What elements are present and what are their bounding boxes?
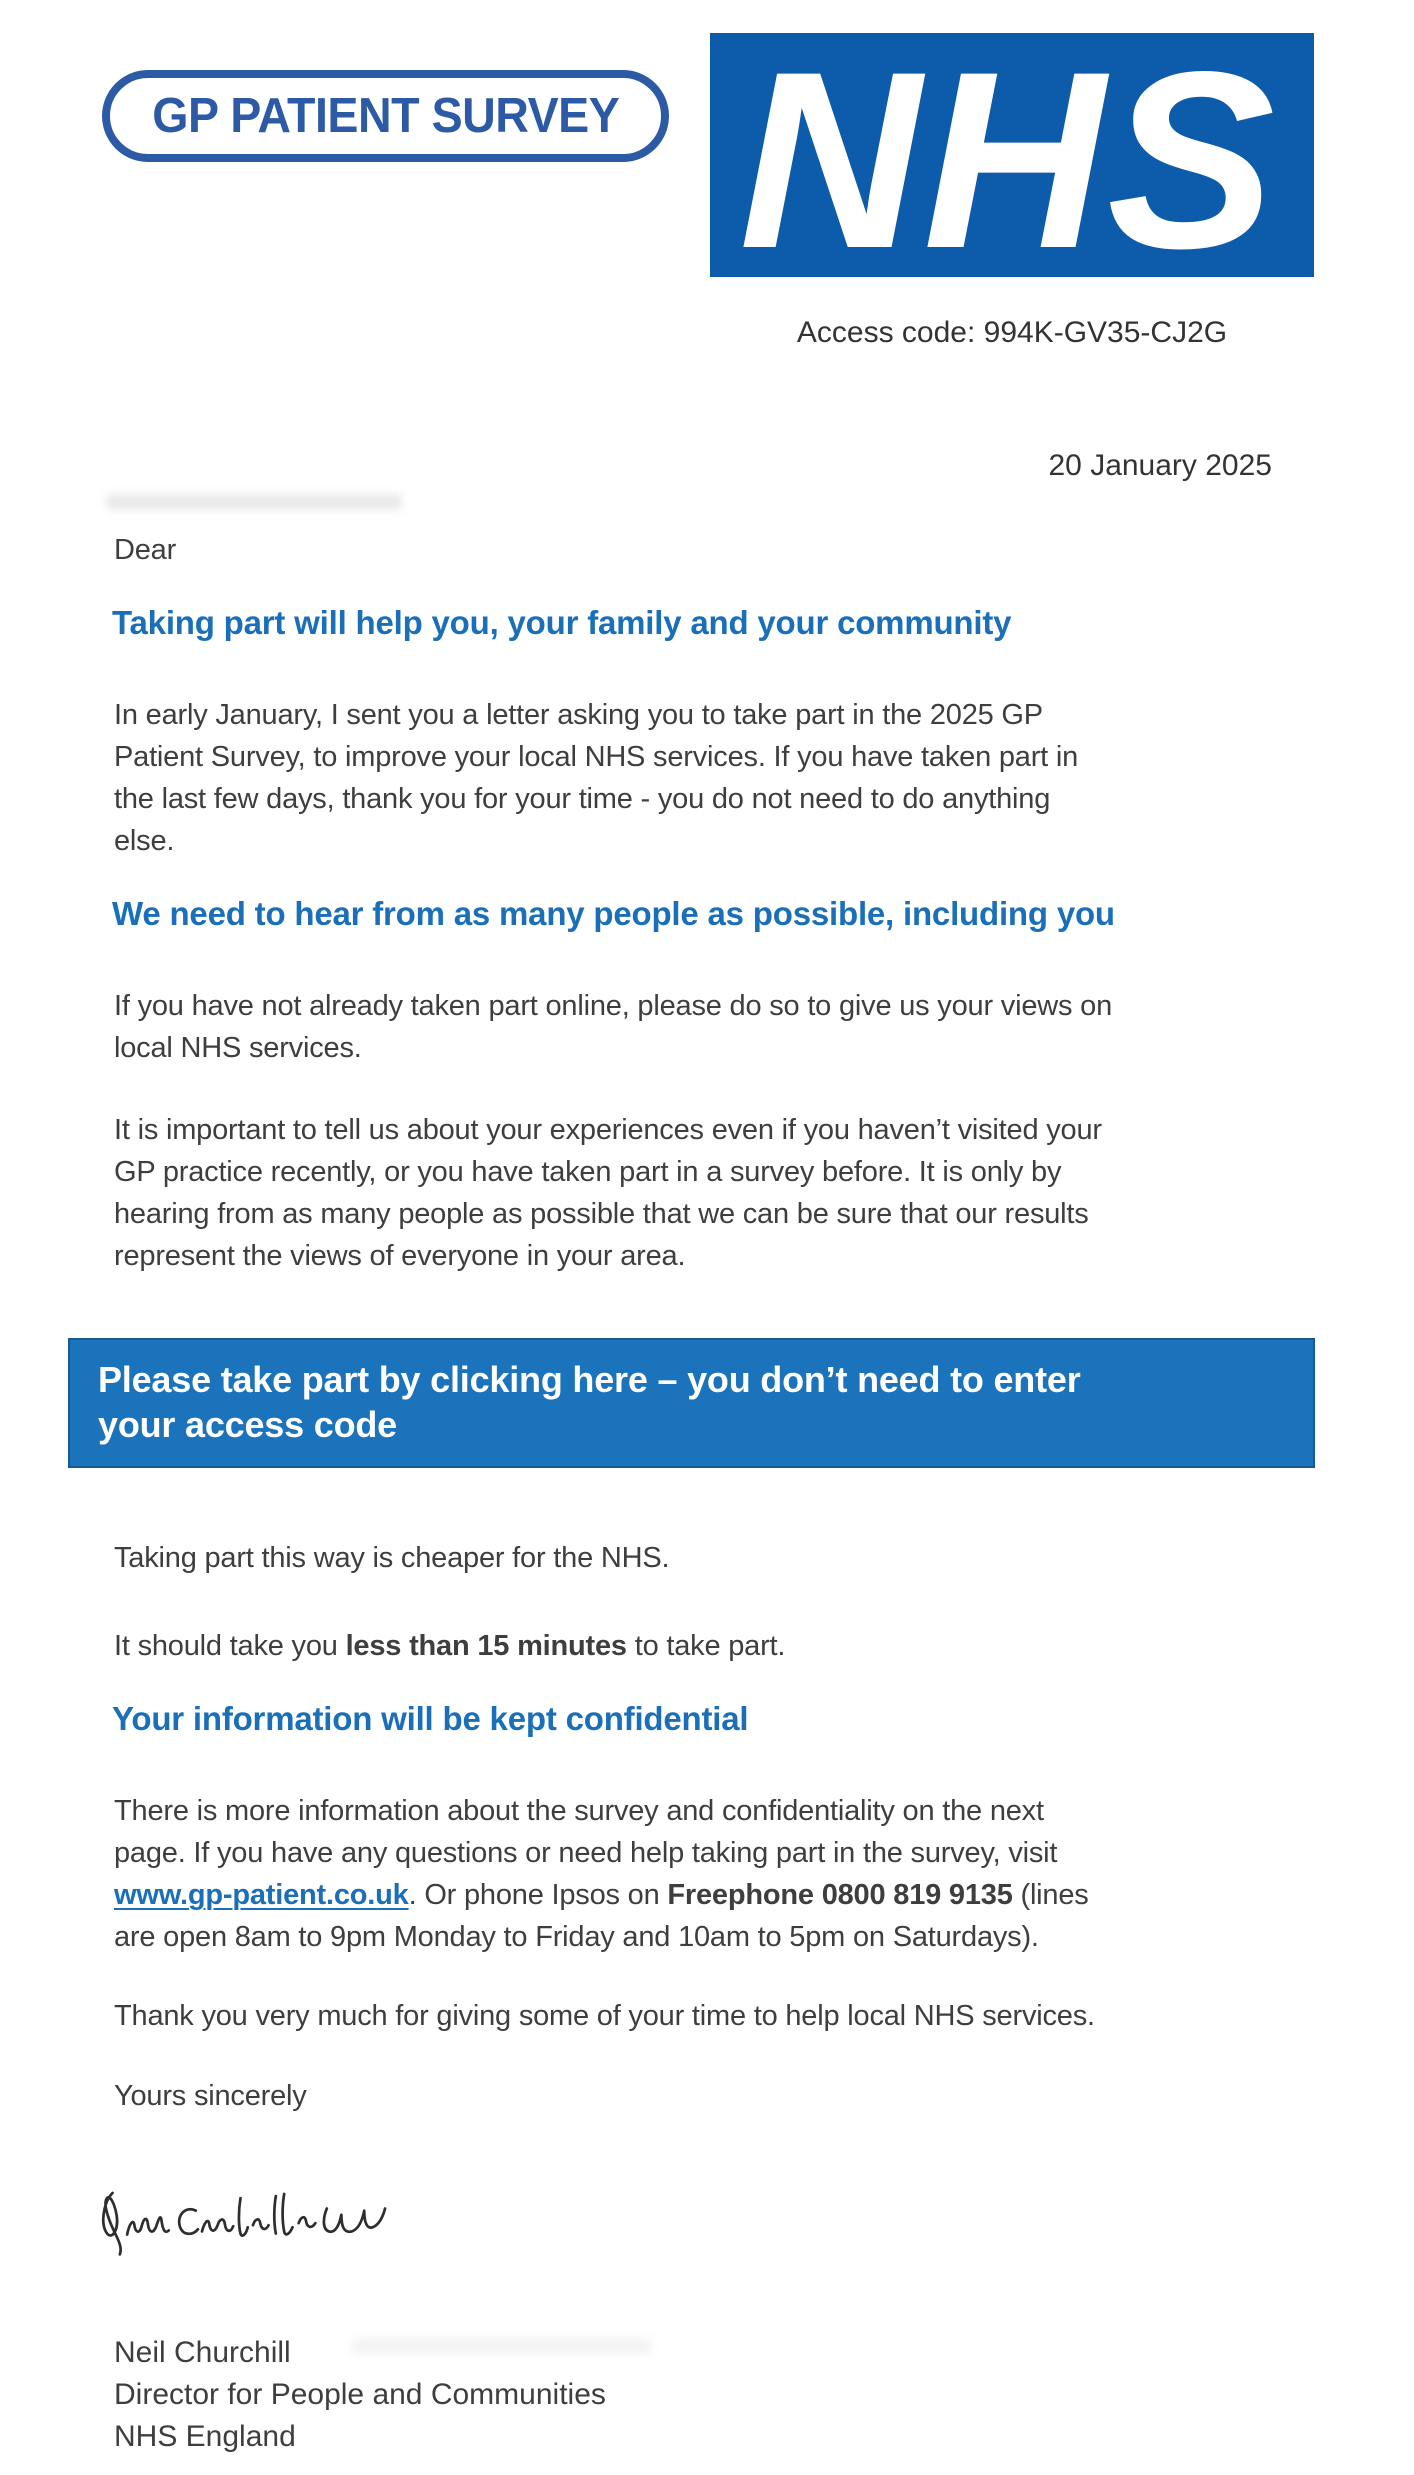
more-info-seg1: There is more information about the survey and confidentiality on the next page. If you have any questions or need help taking part in the survey, visit	[114, 1795, 1058, 1869]
gp-patient-survey-logo	[102, 70, 669, 162]
gp-patient-survey-logo-text: GP PATIENT SURVEY	[151, 89, 620, 143]
paragraph-fifteen-minutes	[114, 1625, 1304, 1667]
letter-date: 20 January 2025	[1048, 449, 1272, 482]
gp-patient-website-link[interactable]: www.gp-patient.co.uk	[114, 1879, 409, 1911]
fifteen-minutes-seg2: to take part.	[626, 1630, 786, 1662]
closing-yours-sincerely: Yours sincerely	[114, 2080, 307, 2112]
salutation: Dear	[114, 534, 177, 566]
redacted-address	[106, 494, 402, 510]
signatory-name: Neil Churchill	[114, 2336, 291, 2369]
signature-image	[98, 2178, 410, 2262]
paragraph-cheaper-nhs: Taking part this way is cheaper for the NHS.	[114, 1542, 670, 1574]
fifteen-minutes-seg1: It should take you	[114, 1630, 346, 1662]
fifteen-minutes-bold: less than 15 minutes	[345, 1630, 627, 1662]
paragraph-thank-you: Thank you very much for giving some of your time to help local NHS services.	[114, 2000, 1095, 2032]
paragraph-early-january: In early January, I sent you a letter asking you to take part in the 2025 GP Patient Survey, to improve your local NHS services. If you have taken part in the last few days, thank you for your time - you do not need to do anything else.	[114, 699, 1079, 857]
signature-block	[114, 2332, 606, 2458]
paragraph-more-information	[114, 1790, 1304, 1958]
paragraph-important-experiences: It is important to tell us about your experiences even if you haven’t visited your GP practice recently, or you have taken part in a survey before. It is only by hearing from as many people as possible that we can be sure that our results represent the views of everyone in your area.	[114, 1114, 1102, 1272]
signatory-title: Director for People and Communities	[114, 2378, 606, 2411]
section-heading-taking-part: Taking part will help you, your family and your community	[112, 604, 1012, 641]
freephone-number: Freephone 0800 819 9135	[667, 1879, 1013, 1911]
section-heading-confidential: Your information will be kept confidential	[112, 1700, 749, 1737]
more-info-seg3: (lines are open 8am to 9pm Monday to Friday and 10am to 5pm on Saturdays).	[114, 1879, 1089, 1953]
signatory-org: NHS England	[114, 2420, 296, 2453]
access-code: Access code: 994K-GV35-CJ2G	[796, 316, 1228, 349]
more-info-seg2: . Or phone Ipsos on	[408, 1879, 668, 1911]
nhs-logo	[710, 33, 1314, 277]
take-part-click-banner-text: Please take part by clicking here – you don’t need to enter your access code	[98, 1359, 1081, 1445]
nhs-logo-text: NHS	[738, 33, 1278, 277]
take-part-click-banner[interactable]	[68, 1338, 1315, 1468]
section-heading-hear-from-people: We need to hear from as many people as possible, including you	[112, 895, 1115, 932]
paragraph-not-taken-part: If you have not already taken part online, please do so to give us your views on local NHS services.	[114, 990, 1113, 1064]
